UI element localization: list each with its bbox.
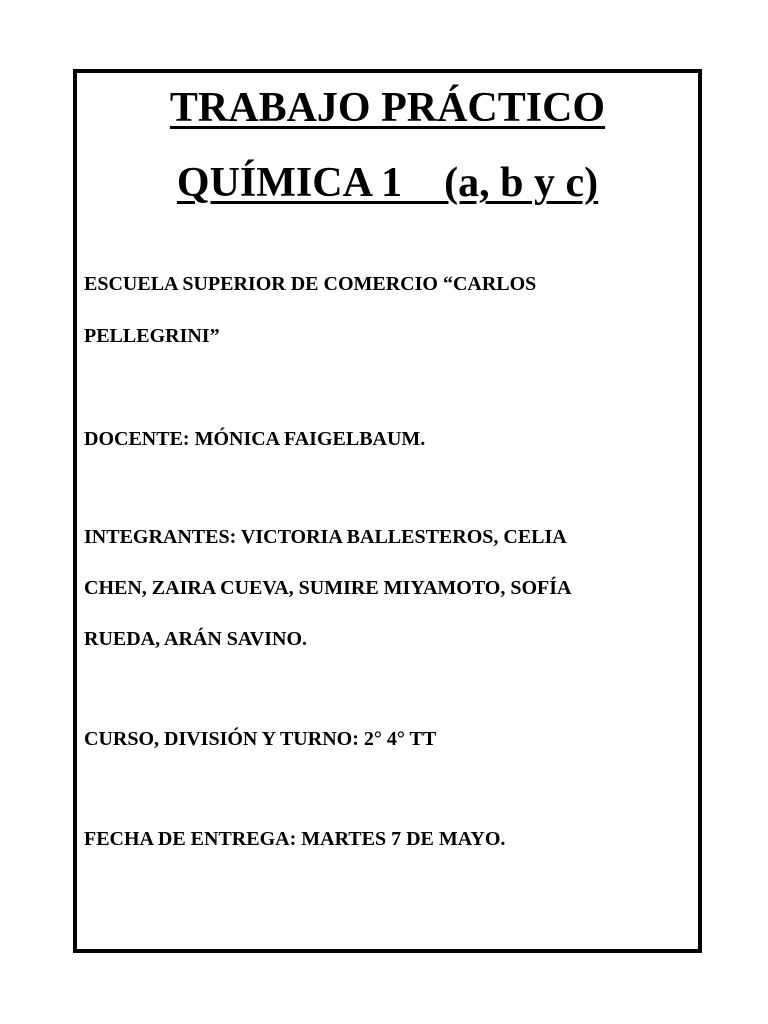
- members-line-1: INTEGRANTES: VICTORIA BALLESTEROS, CELIA: [84, 526, 567, 548]
- members-line-3: RUEDA, ARÁN SAVINO.: [84, 628, 307, 650]
- due-date-line: FECHA DE ENTREGA: MARTES 7 DE MAYO.: [84, 828, 506, 850]
- cover-border: [73, 69, 702, 953]
- title-line-2: [77, 162, 698, 204]
- school-line-2: PELLEGRINI”: [84, 325, 220, 347]
- course-line: CURSO, DIVISIÓN Y TURNO: 2° 4° TT: [84, 728, 437, 750]
- school-line-1: ESCUELA SUPERIOR DE COMERCIO “CARLOS: [84, 273, 537, 295]
- members-line-2: CHEN, ZAIRA CUEVA, SUMIRE MIYAMOTO, SOFÍA: [84, 577, 572, 599]
- title-text-2: QUÍMICA 1 (a, b y c): [176, 160, 599, 206]
- teacher-line: DOCENTE: MÓNICA FAIGELBAUM.: [84, 428, 426, 450]
- title-text-1: TRABAJO PRÁCTICO: [169, 85, 606, 131]
- title-line-1: [77, 87, 698, 129]
